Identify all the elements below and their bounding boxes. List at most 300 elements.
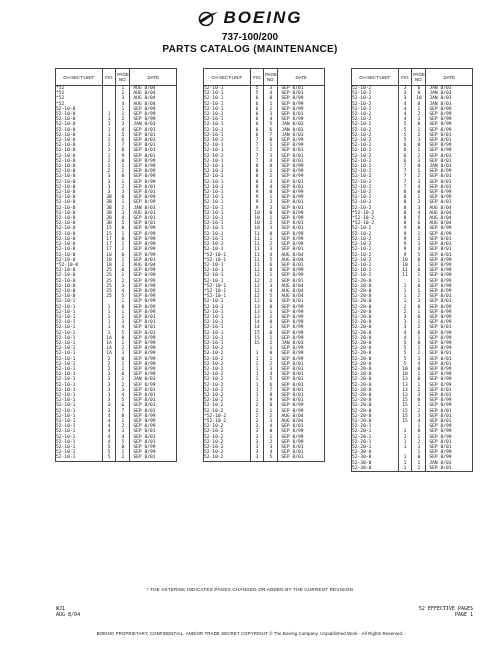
cell-fig: 2 <box>102 169 116 174</box>
cell-page-no: 0 <box>412 305 426 310</box>
cell-ch-sect-unit: 52-10-1 <box>204 242 224 248</box>
cell-date: SEP 8/01 <box>130 143 177 148</box>
cell-fig: 8 <box>250 174 264 179</box>
cell-page-no: 4 <box>412 362 426 367</box>
cell-fig: 17 <box>102 237 116 242</box>
cell-date: SEP 8/99 <box>426 455 473 460</box>
cell-page-no: 4 <box>264 424 278 429</box>
cell-page-no: 2 <box>412 409 426 414</box>
cell-fig: 1 <box>398 440 412 445</box>
cell-date: SEP 8/01 <box>130 133 177 138</box>
cell-ch-sect-unit: 52-10-1 <box>204 153 224 159</box>
cell-date: SEP 8/01 <box>278 388 325 393</box>
cell-page-no: 6 <box>264 263 278 268</box>
cell-page-no: 2 <box>116 383 130 388</box>
cell-page-no: 2 <box>412 294 426 299</box>
cell-page-no: 1 <box>116 107 130 112</box>
cell-ch-sect-unit: 52-10-2 <box>352 122 372 128</box>
aircraft-model: 737-100/200 <box>221 32 279 43</box>
cell-ch-sect-unit: 52-10-2 <box>352 268 372 274</box>
cell-page-no: 0 <box>412 190 426 195</box>
cell-fig: 2 <box>102 164 116 169</box>
cell-date: SEP 8/99 <box>278 174 325 179</box>
cell-page-no: 6 <box>264 383 278 388</box>
cell-ch-sect-unit: 52-10-1 <box>204 143 224 149</box>
cell-date: SEP 8/01 <box>130 190 177 195</box>
cell-page-no: 4 <box>116 128 130 133</box>
cell-page-no: 2 <box>412 200 426 205</box>
cell-ch-sect-unit: 52-10-1 <box>56 325 76 331</box>
proprietary-notice: BOEING PROPRIETARY, CONFIDENTIAL, AND/OR TRADE SECRET COPYRIGHT © The Boeing Company. Unpublished Work - All Rights Reserved. <box>96 631 404 636</box>
cell-fig: 4 <box>102 419 116 424</box>
cell-page-no: 4 <box>412 211 426 216</box>
cell-date: SEP 8/01 <box>278 383 325 388</box>
cell-ch-sect-unit: 52-10-1 <box>204 330 224 336</box>
cell-date: SEP 8/99 <box>130 450 177 455</box>
cell-ch-sect-unit: 52-20-1 <box>352 434 372 440</box>
cell-ch-sect-unit: 52-10-1 <box>56 361 76 367</box>
cell-ch-sect-unit: 52-10-2 <box>204 377 224 383</box>
cell-fig: 1 <box>250 383 264 388</box>
cell-ch-sect-unit: 52-10-0 <box>56 122 76 128</box>
cell-date: SEP 8/99 <box>278 320 325 325</box>
cell-fig: 5 <box>102 445 116 450</box>
cell-fig: 9 <box>398 232 412 237</box>
cell-page-no: 0 <box>116 445 130 450</box>
cell-fig: 9 <box>398 226 412 231</box>
cell-date: SEP 8/99 <box>278 242 325 247</box>
cell-page-no: 6 <box>412 86 426 92</box>
table-row <box>56 455 177 461</box>
cell-ch-sect-unit: 52-20-0 <box>352 398 372 404</box>
cell-date: SEP 8/01 <box>278 424 325 429</box>
cell-ch-sect-unit: 52-10-1 <box>56 413 76 419</box>
cell-fig: 8 <box>398 221 412 226</box>
cell-date: JAN 8/03 <box>426 91 473 96</box>
cell-ch-sect-unit: 52-20-0 <box>352 278 372 284</box>
footer-left <box>56 606 80 618</box>
cell-date: SEP 8/99 <box>426 320 473 325</box>
cell-ch-sect-unit: 52-20-0 <box>352 330 372 336</box>
cell-fig: 12 <box>250 273 264 278</box>
cell-date: SEP 8/01 <box>278 362 325 367</box>
cell-page-no: 2 <box>264 341 278 346</box>
cell-page-no: 5 <box>264 455 278 461</box>
cell-fig: 4 <box>398 336 412 341</box>
cell-ch-sect-unit: 52-20-0 <box>352 419 372 424</box>
cell-date: SEP 8/99 <box>130 305 177 310</box>
cell-fig: 1 <box>102 310 116 315</box>
cell-page-no: 1 <box>116 362 130 367</box>
cell-page-no: 3 <box>264 86 278 92</box>
cell-date: JAN 8/03 <box>426 164 473 169</box>
cell-page-no: 2 <box>412 325 426 330</box>
cell-page-no: 0 <box>116 195 130 200</box>
cell-page-no: 1 <box>264 325 278 330</box>
cell-page-no: 3 <box>412 242 426 247</box>
cell-page-no: 2 <box>116 263 130 268</box>
page-header <box>0 8 500 55</box>
cell-ch-sect-unit: 52-20-0 <box>352 288 372 294</box>
col-header-date: DATE <box>130 69 177 86</box>
cell-ch-sect-unit: 52-10-1 <box>56 429 76 435</box>
cell-ch-sect-unit: *52-10-1 <box>204 288 227 294</box>
effective-pages-count: 52 EFFECTIVE PAGES <box>418 606 473 612</box>
cell-ch-sect-unit: 52-10-2 <box>204 403 224 409</box>
cell-page-no: 5 <box>116 221 130 226</box>
cell-date: SEP 8/01 <box>130 221 177 226</box>
cell-ch-sect-unit: 52-10-2 <box>204 346 224 352</box>
cell-date: SEP 8/99 <box>278 195 325 200</box>
cell-ch-sect-unit: 52-10-1 <box>56 377 76 383</box>
cell-date: SEP 8/99 <box>426 143 473 148</box>
cell-ch-sect-unit: 52-10-0 <box>56 184 76 190</box>
cell-fig: 15 <box>250 336 264 341</box>
cell-date: AUG 8/04 <box>130 263 177 268</box>
cell-date: SEP 8/99 <box>130 117 177 122</box>
cell-page-no: 1 <box>412 450 426 455</box>
cell-page-no: 3 <box>412 445 426 450</box>
cell-date: SEP 8/01 <box>278 445 325 450</box>
cell-ch-sect-unit: 52-10-1 <box>56 455 76 461</box>
cell-page-no: 4 <box>116 289 130 294</box>
cell-fig: 9 <box>250 200 264 205</box>
cell-date: SEP 8/01 <box>278 112 325 117</box>
cell-date: AUG 8/04 <box>130 102 177 107</box>
cell-ch-sect-unit: 52-30-0 <box>352 455 372 461</box>
cell-ch-sect-unit: 52-10-2 <box>204 434 224 440</box>
cell-ch-sect-unit: 52-10-0 <box>56 268 76 274</box>
cell-page-no: 1 <box>116 310 130 315</box>
cell-date: SEP 8/99 <box>426 268 473 273</box>
cell-page-no: 9 <box>264 398 278 403</box>
cell-page-no: 0 <box>412 455 426 460</box>
cell-ch-sect-unit: 52-10-0 <box>56 236 76 242</box>
cell-date: JAN 8/03 <box>278 128 325 133</box>
cell-fig: 12 <box>250 299 264 304</box>
cell-ch-sect-unit: 52-10-2 <box>204 392 224 398</box>
cell-fig: 1 <box>102 122 116 127</box>
cell-ch-sect-unit: 52-10-1 <box>204 205 224 211</box>
cell-fig: 18 <box>102 263 116 268</box>
cell-fig: 10 <box>250 216 264 221</box>
cell-date: SEP 8/99 <box>278 315 325 320</box>
cell-fig: 1A <box>102 336 116 341</box>
cell-page-no: 1 <box>264 102 278 107</box>
cell-date: SEP 8/99 <box>278 346 325 351</box>
cell-ch-sect-unit: 52-10-1 <box>56 419 76 424</box>
asterisk-footnote: * THE ASTERISK INDICATES PAGES CHANGED OR ADDED BY THE CURRENT REVISION <box>146 587 354 592</box>
cell-fig: 10 <box>398 258 412 263</box>
cell-fig: 8 <box>398 195 412 200</box>
cell-date: SEP 8/01 <box>130 403 177 408</box>
cell-date: SEP 8/01 <box>426 185 473 190</box>
cell-page-no: 3 <box>264 154 278 159</box>
cell-ch-sect-unit: 52-10-1 <box>56 424 76 430</box>
footer-code: WJ1 <box>56 606 66 612</box>
cell-page-no: 1 <box>412 128 426 133</box>
cell-page-no: 7 <box>264 133 278 138</box>
cell-fig: 1 <box>398 435 412 440</box>
cell-date: SEP 8/01 <box>130 388 177 393</box>
cell-page-no: 0 <box>412 398 426 403</box>
cell-page-no: 2 <box>264 242 278 247</box>
cell-fig: 13 <box>250 310 264 315</box>
cell-ch-sect-unit: 52-10-1 <box>56 387 76 393</box>
cell-page-no: 1 <box>412 346 426 351</box>
cell-page-no: 1 <box>412 320 426 325</box>
cell-page-no: 4 <box>264 91 278 96</box>
cell-fig: 8 <box>250 164 264 169</box>
cell-date: SEP 8/99 <box>278 190 325 195</box>
cell-date: SEP 8/99 <box>278 310 325 315</box>
cell-page-no: 1 <box>264 357 278 362</box>
cell-page-no: 1 <box>412 435 426 440</box>
cell-ch-sect-unit: 52-10-1 <box>204 164 224 170</box>
cell-ch-sect-unit: 52-10-1 <box>204 86 224 91</box>
cell-page-no: 1 <box>264 143 278 148</box>
cell-fig: 25 <box>102 294 116 299</box>
cell-page-no: 1 <box>412 232 426 237</box>
cell-page-no: 0 <box>116 253 130 258</box>
cell-ch-sect-unit: 52-10-2 <box>204 455 224 461</box>
cell-page-no: 1 <box>116 112 130 117</box>
cell-page-no: 5 <box>116 133 130 138</box>
cell-page-no: 1 <box>116 377 130 382</box>
cell-ch-sect-unit: 52-20-0 <box>352 413 372 419</box>
cell-date: SEP 8/01 <box>426 409 473 414</box>
cell-ch-sect-unit: 52-10-0 <box>56 226 76 232</box>
cell-date: SEP 8/01 <box>130 409 177 414</box>
cell-fig: 1 <box>102 320 116 325</box>
cell-page-no: 1 <box>412 336 426 341</box>
cell-date: SEP 8/99 <box>130 164 177 169</box>
cell-ch-sect-unit: 52-10-2 <box>204 408 224 414</box>
cell-date: SEP 8/01 <box>426 445 473 450</box>
cell-date: SEP 8/99 <box>130 351 177 356</box>
cell-ch-sect-unit: 52-10-0 <box>56 190 76 196</box>
cell-fig: 3 <box>102 372 116 377</box>
cell-page-no: 2 <box>264 148 278 153</box>
cell-fig: 15 <box>250 331 264 336</box>
cell-ch-sect-unit: 52-20-0 <box>352 356 372 362</box>
cell-page-no: 5 <box>412 216 426 221</box>
brand-name: BOEING <box>223 8 303 27</box>
cell-fig: 1 <box>102 128 116 133</box>
cell-date: SEP 8/99 <box>130 284 177 289</box>
cell-date: SEP 8/99 <box>278 305 325 310</box>
cell-fig: 10 <box>250 211 264 216</box>
cell-page-no: 4 <box>264 159 278 164</box>
cell-fig: 4 <box>102 435 116 440</box>
cell-fig: 4 <box>102 414 116 419</box>
cell-ch-sect-unit: 52-10-0 <box>56 132 76 138</box>
cell-fig: 3 <box>102 398 116 403</box>
cell-ch-sect-unit: 52-10-1 <box>204 268 224 274</box>
cell-fig: 3 <box>102 409 116 414</box>
cell-ch-sect-unit: 52-10-0 <box>56 179 76 185</box>
cell-page-no: 2 <box>264 315 278 320</box>
cell-ch-sect-unit: 52-10-1 <box>204 190 224 196</box>
cell-fig: 11 <box>250 258 264 263</box>
cell-date: SEP 8/99 <box>130 279 177 284</box>
cell-ch-sect-unit: 52-10-0 <box>56 138 76 144</box>
cell-date: JAN 8/03 <box>130 122 177 127</box>
cell-ch-sect-unit: 52-10-0 <box>56 117 76 123</box>
cell-page-no: 3 <box>116 284 130 289</box>
cell-fig: 9 <box>398 247 412 252</box>
cell-fig: 7 <box>250 159 264 164</box>
cell-date: AUG 8/04 <box>278 414 325 419</box>
cell-date: SEP 8/99 <box>426 372 473 377</box>
cell-fig: 8 <box>250 180 264 185</box>
cell-page-no: 2 <box>264 440 278 445</box>
cell-date: SEP 8/99 <box>426 232 473 237</box>
cell-ch-sect-unit: 52-20-0 <box>352 304 372 310</box>
cell-fig: 3 <box>102 393 116 398</box>
cell-fig: 3 <box>398 96 412 101</box>
cell-fig: 6 <box>250 128 264 133</box>
cell-page-no: 2 <box>264 221 278 226</box>
cell-fig: 3 <box>102 190 116 195</box>
cell-ch-sect-unit: 52-10-1 <box>204 236 224 242</box>
cell-date: SEP 8/99 <box>130 310 177 315</box>
cell-date: SEP 8/99 <box>426 435 473 440</box>
cell-ch-sect-unit: 52-10-0 <box>56 195 76 201</box>
footer-date: AUG 8/04 <box>56 612 81 618</box>
cell-fig: 1 <box>102 143 116 148</box>
cell-date: SEP 8/01 <box>426 299 473 304</box>
cell-date: SEP 8/01 <box>426 237 473 242</box>
cell-date: SEP 8/99 <box>426 107 473 112</box>
cell-ch-sect-unit: 52-20-0 <box>352 403 372 409</box>
cell-fig: 4 <box>102 440 116 445</box>
cell-page-no: 2 <box>116 117 130 122</box>
cell-ch-sect-unit: 52-10-1 <box>204 184 224 190</box>
cell-date: SEP 8/99 <box>278 429 325 434</box>
cell-page-no: 3 <box>116 429 130 434</box>
cell-date: JAN 8/03 <box>278 341 325 346</box>
cell-date: SEP 8/99 <box>278 107 325 112</box>
cell-page-no: 3 <box>264 206 278 211</box>
cell-date: SEP 8/01 <box>130 128 177 133</box>
cell-fig: 15 <box>102 232 116 237</box>
cell-ch-sect-unit: 52-10-1 <box>204 148 224 154</box>
cell-page-no: 6 <box>116 138 130 143</box>
cell-date: SEP 8/01 <box>426 133 473 138</box>
cell-fig: 3B <box>102 211 116 216</box>
cell-date: SEP 8/01 <box>278 148 325 153</box>
cell-date: SEP 8/99 <box>130 242 177 247</box>
cell-ch-sect-unit: 52-10-1 <box>56 382 76 388</box>
cell-ch-sect-unit: 52-10-1 <box>56 320 76 326</box>
cell-date: JAN 8/03 <box>426 86 473 92</box>
cell-fig: 1 <box>102 331 116 336</box>
cell-fig: 13 <box>398 377 412 382</box>
cell-date: SEP 8/01 <box>426 242 473 247</box>
cell-date: SEP 8/99 <box>426 403 473 408</box>
cell-page-no: 0 <box>412 122 426 127</box>
cell-ch-sect-unit: 52-20-0 <box>352 361 372 367</box>
cell-ch-sect-unit: 52-10-1 <box>204 273 224 279</box>
cell-page-no: 0 <box>412 284 426 289</box>
cell-date: SEP 8/01 <box>130 398 177 403</box>
col-header-fig: FIG <box>102 69 116 86</box>
cell-page-no: 4 <box>116 102 130 107</box>
cell-page-no: 1 <box>412 424 426 429</box>
cell-fig: 1 <box>102 154 116 159</box>
cell-date: SEP 8/99 <box>130 107 177 112</box>
cell-page-no: 3 <box>264 180 278 185</box>
cell-date: JAN 8/03 <box>278 133 325 138</box>
cell-fig: 3 <box>102 174 116 179</box>
cell-page-no: 1 <box>116 419 130 424</box>
cell-fig: 1 <box>102 112 116 117</box>
cell-fig: 10 <box>250 221 264 226</box>
cell-ch-sect-unit: 52-10-0 <box>56 257 76 263</box>
cell-page-no: 0 <box>116 174 130 179</box>
cell-ch-sect-unit: 52-10-2 <box>204 351 224 357</box>
cell-ch-sect-unit: 52-10-2 <box>352 190 372 196</box>
cell-date: SEP 8/99 <box>278 216 325 221</box>
cell-date: SEP 8/01 <box>426 362 473 367</box>
cell-date: SEP 8/01 <box>130 455 177 461</box>
cell-ch-sect-unit: *52-10-1 <box>204 257 227 263</box>
cell-page-no: 4 <box>264 253 278 258</box>
cell-page-no: 7 <box>116 409 130 414</box>
cell-fig: 1 <box>398 299 412 304</box>
cell-fig: 1 <box>250 388 264 393</box>
effective-pages-list <box>55 68 473 585</box>
cell-date: SEP 8/01 <box>278 377 325 382</box>
cell-page-no: 0 <box>264 331 278 336</box>
cell-fig: 4 <box>398 112 412 117</box>
cell-date: SEP 8/99 <box>278 138 325 143</box>
cell-fig: 1 <box>250 393 264 398</box>
cell-ch-sect-unit: 52-10-1 <box>56 330 76 336</box>
cell-fig: 4 <box>398 102 412 107</box>
cell-page-no: 4 <box>412 247 426 252</box>
cell-ch-sect-unit: 52-10-1 <box>204 174 224 180</box>
cell-fig: 15 <box>398 398 412 403</box>
cell-ch-sect-unit: 52-10-1 <box>204 320 224 326</box>
cell-page-no: 6 <box>264 128 278 133</box>
cell-date: SEP 8/99 <box>426 429 473 434</box>
cell-date: SEP 8/01 <box>426 200 473 205</box>
cell-fig: 25 <box>102 289 116 294</box>
cell-date: SEP 8/01 <box>426 357 473 362</box>
cell-fig: 3 <box>102 377 116 382</box>
cell-ch-sect-unit: 52-10-2 <box>352 242 372 248</box>
cell-fig: 12 <box>250 294 264 299</box>
cell-fig: 3B <box>102 216 116 221</box>
cell-page-no: 1 <box>412 148 426 153</box>
cell-date: JAN 8/03 <box>426 461 473 466</box>
cell-date: SEP 8/99 <box>278 336 325 341</box>
cell-date: SEP 8/99 <box>426 450 473 455</box>
cell-page-no: 6 <box>412 221 426 226</box>
cell-date: SEP 8/99 <box>130 253 177 258</box>
cell-date: SEP 8/01 <box>130 435 177 440</box>
cell-page-no: 2 <box>412 466 426 472</box>
cell-page-no: 0 <box>116 414 130 419</box>
cell-ch-sect-unit: 52-10-1 <box>56 314 76 320</box>
cell-ch-sect-unit: 52-10-1 <box>56 450 76 456</box>
cell-fig: 2 <box>250 409 264 414</box>
cell-ch-sect-unit: 52-10-0 <box>56 247 76 253</box>
cell-ch-sect-unit: 52-20-0 <box>352 299 372 305</box>
cell-page-no: 3 <box>412 138 426 143</box>
